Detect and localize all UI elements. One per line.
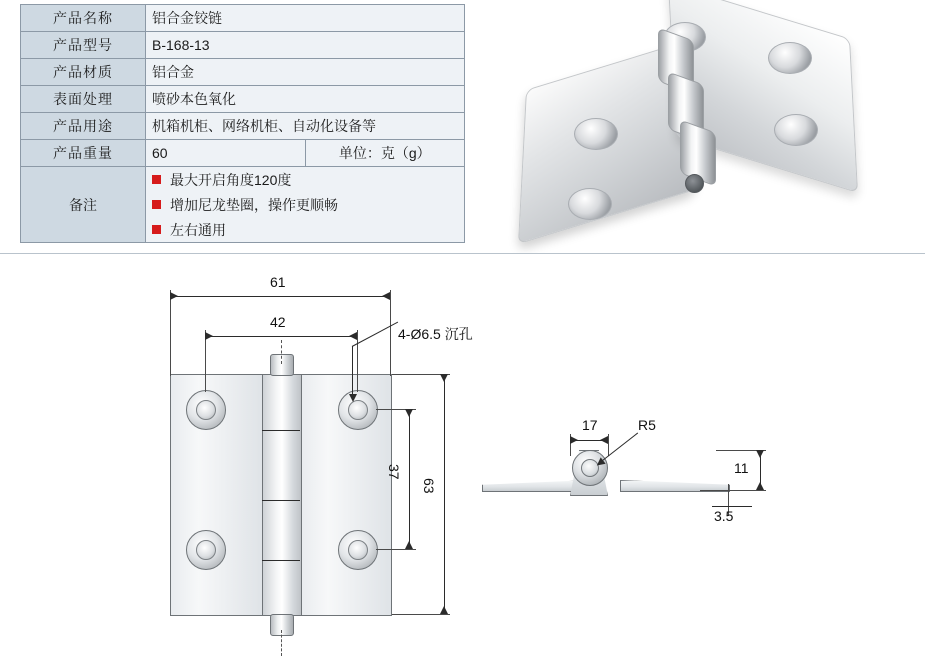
dimension-arrow [405,541,413,549]
row-label-product-name: 产品名称 [21,5,146,32]
table-row [21,59,465,86]
front-view-pin-top [270,354,294,376]
extension-line [357,330,358,392]
dimension-arrow [440,606,448,614]
centerline-vertical-bottom [281,630,282,656]
countersunk-hole [568,188,612,220]
row-label-weight: 产品重量 [21,140,146,167]
table-row [21,140,465,167]
specification-table [20,4,465,243]
leader-line [352,322,398,347]
row-label-usage: 产品用途 [21,113,146,140]
front-view-hole-bore [348,540,368,560]
row-label-surface-treatment: 表面处理 [21,86,146,113]
dimension-line-height-overall [444,374,445,614]
remark-item [152,192,458,217]
remark-item-label: 最大开启角度120度 [170,171,292,188]
dimension-arrow [349,332,357,340]
row-value-weight-unit: 单位：克（g） [305,140,465,167]
remark-item-label: 增加尼龙垫圈，操作更顺畅 [170,196,338,213]
table-row [21,32,465,59]
row-value-usage: 机箱机柜、网络机柜、自动化设备等 [146,113,465,140]
dimension-arrow [440,374,448,382]
leader-arrow [349,394,357,402]
dimension-arrow [405,409,413,417]
front-view-pin-bottom [270,614,294,636]
hinge-pin [685,174,704,193]
remark-item [152,217,458,242]
countersunk-hole [768,42,812,74]
row-label-material: 产品材质 [21,59,146,86]
dimension-arrow [600,436,608,444]
dimension-arrow [170,292,178,300]
technical-drawing [0,254,925,661]
row-value-weight: 60 [146,140,306,167]
dimension-label-37: 37 [386,464,402,480]
extension-line [390,290,391,376]
extension-line [376,549,416,550]
dimension-label-11: 11 [734,460,749,476]
dimension-arrow [570,436,578,444]
dimension-label-R5: R5 [638,417,656,433]
dimension-label-63: 63 [421,478,437,494]
product-photo-panel [466,0,925,253]
dimension-arrow [756,450,764,458]
dimension-arrow [205,332,213,340]
extension-line [392,614,450,615]
square-bullet-icon [152,225,161,234]
knuckle-divider [262,430,300,431]
table-row [21,86,465,113]
square-bullet-icon [152,200,161,209]
extension-line [608,434,609,456]
row-label-remark: 备注 [21,167,146,243]
leader-line-vertical [352,346,353,398]
front-view-knuckle-column [262,374,302,616]
row-value-product-name: 铝合金铰链 [146,5,465,32]
table-row-remark [21,167,465,243]
front-view-hole-bore [196,400,216,420]
dimension-line-width-overall [170,296,390,297]
square-bullet-icon [152,175,161,184]
front-view-hole-bore [196,540,216,560]
hinge-product-photo [522,6,862,246]
row-value-material: 铝合金 [146,59,465,86]
remark-item-label: 左右通用 [170,221,226,238]
row-value-remark [146,167,465,243]
knuckle-divider [262,500,300,501]
dimension-arrow [756,482,764,490]
row-value-surface-treatment: 喷砂本色氧化 [146,86,465,113]
dimension-label-61: 61 [270,274,286,290]
row-label-product-model: 产品型号 [21,32,146,59]
dimension-line-height-inner [409,409,410,549]
dimension-line-width-inner [205,336,357,337]
table-row [21,5,465,32]
front-view-hole-bore [348,400,368,420]
dimension-label-hole-note: 4-Ø6.5 沉孔 [398,326,473,342]
dimension-label-17: 17 [582,417,598,433]
dimension-arrow [382,292,390,300]
table-row [21,113,465,140]
knuckle-divider [262,560,300,561]
extension-line [700,490,730,491]
dimension-label-3-5: 3.5 [714,508,734,524]
countersunk-hole [574,118,618,150]
extension-line [170,290,171,376]
row-value-product-model: B-168-13 [146,32,465,59]
centerline-vertical-top [281,340,282,364]
countersunk-hole [774,114,818,146]
remark-item [152,167,458,192]
leader-line [712,506,752,507]
dimension-label-42: 42 [270,314,286,330]
